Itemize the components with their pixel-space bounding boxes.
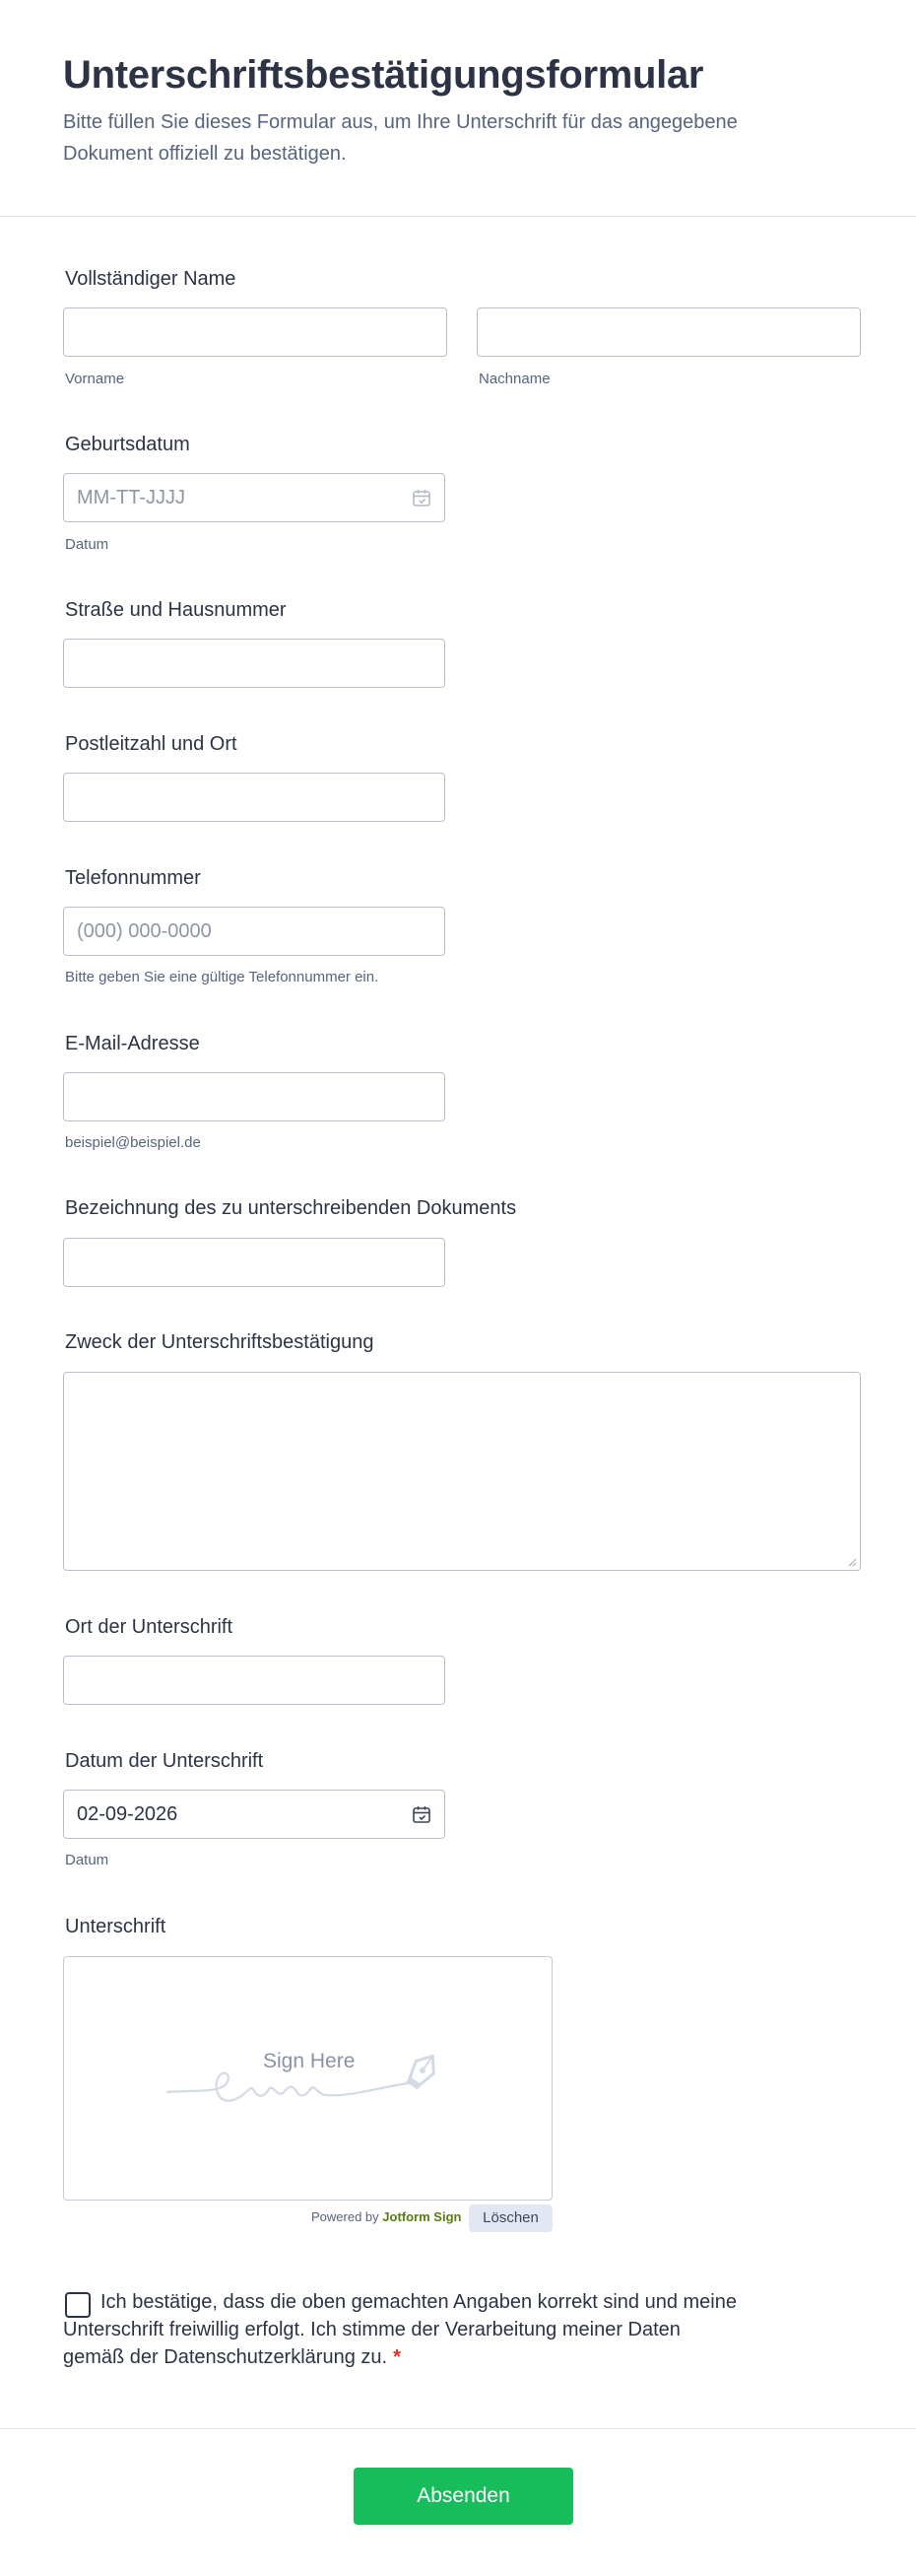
powered-prefix: Powered by bbox=[311, 2209, 379, 2224]
phone-label: Telefonnummer bbox=[65, 867, 201, 889]
last-name-input[interactable] bbox=[477, 307, 861, 357]
form-title: Unterschriftsbestätigungsformular bbox=[63, 53, 704, 97]
document-name-input[interactable] bbox=[63, 1238, 445, 1287]
signature-placeholder: Sign Here bbox=[263, 2050, 356, 2072]
required-mark: * bbox=[393, 2346, 401, 2368]
birth-date-label: Geburtsdatum bbox=[65, 434, 190, 455]
phone-input[interactable] bbox=[63, 907, 445, 956]
signature-label: Unterschrift bbox=[65, 1916, 166, 1937]
footer-divider bbox=[0, 2428, 916, 2429]
last-name-sublabel: Nachname bbox=[479, 371, 551, 387]
sign-date-input[interactable] bbox=[63, 1790, 445, 1839]
form-subtitle: Bitte füllen Sie dieses Formular aus, um Ihre Unterschrift für das angegebene Dokument offiziell zu bestätigen. bbox=[63, 111, 738, 165]
header-divider bbox=[0, 216, 916, 217]
sign-date-sublabel: Datum bbox=[65, 1852, 109, 1868]
first-name-sublabel: Vorname bbox=[65, 371, 125, 387]
sign-place-input[interactable] bbox=[63, 1656, 445, 1705]
first-name-input[interactable] bbox=[63, 307, 447, 357]
email-label: E-Mail-Adresse bbox=[65, 1033, 200, 1054]
purpose-label: Zweck der Unterschriftsbestätigung bbox=[65, 1331, 374, 1353]
purpose-textarea[interactable] bbox=[63, 1372, 861, 1571]
document-name-label: Bezeichnung des zu unterschreibenden Dokuments bbox=[65, 1197, 517, 1219]
street-input[interactable] bbox=[63, 639, 445, 688]
birth-date-sublabel: Datum bbox=[65, 536, 109, 553]
street-label: Straße und Hausnummer bbox=[65, 599, 287, 621]
form-header bbox=[63, 49, 812, 169]
sign-place-label: Ort der Unterschrift bbox=[65, 1616, 233, 1638]
birth-date-placeholder: MM-TT-JJJJ bbox=[77, 487, 185, 508]
phone-sublabel: Bitte geben Sie eine gültige Telefonnummer ein. bbox=[65, 969, 379, 985]
consent-text bbox=[63, 2288, 743, 2371]
full-name-label: Vollständiger Name bbox=[65, 268, 236, 290]
email-input[interactable] bbox=[63, 1072, 445, 1121]
birth-date-input[interactable] bbox=[63, 473, 445, 522]
powered-by bbox=[311, 2209, 461, 2224]
calendar-icon[interactable] bbox=[412, 488, 431, 508]
email-sublabel: beispiel@beispiel.de bbox=[65, 1134, 201, 1151]
sign-date-label: Datum der Unterschrift bbox=[65, 1750, 264, 1772]
phone-placeholder: (000) 000-0000 bbox=[77, 920, 212, 942]
submit-button[interactable]: Absenden bbox=[354, 2468, 573, 2525]
sign-date-value: 02-09-2026 bbox=[77, 1803, 178, 1825]
zip-city-input[interactable] bbox=[63, 773, 445, 822]
calendar-icon[interactable] bbox=[412, 1804, 431, 1824]
resize-handle-icon[interactable] bbox=[847, 1557, 857, 1567]
zip-city-label: Postleitzahl und Ort bbox=[65, 733, 237, 755]
powered-brand[interactable]: Jotform Sign bbox=[382, 2209, 462, 2224]
consent-label: Ich bestätige, dass die oben gemachten Angaben korrekt sind und meine Unterschrift freiwillig erfolgt. Ich stimme der Verarbeitung meiner Daten gemäß der Datenschutzerklärung zu. bbox=[63, 2291, 737, 2368]
clear-signature-button[interactable]: Löschen bbox=[469, 2204, 553, 2232]
signature-pad[interactable] bbox=[63, 1956, 553, 2201]
pen-nib-icon bbox=[401, 2049, 444, 2092]
